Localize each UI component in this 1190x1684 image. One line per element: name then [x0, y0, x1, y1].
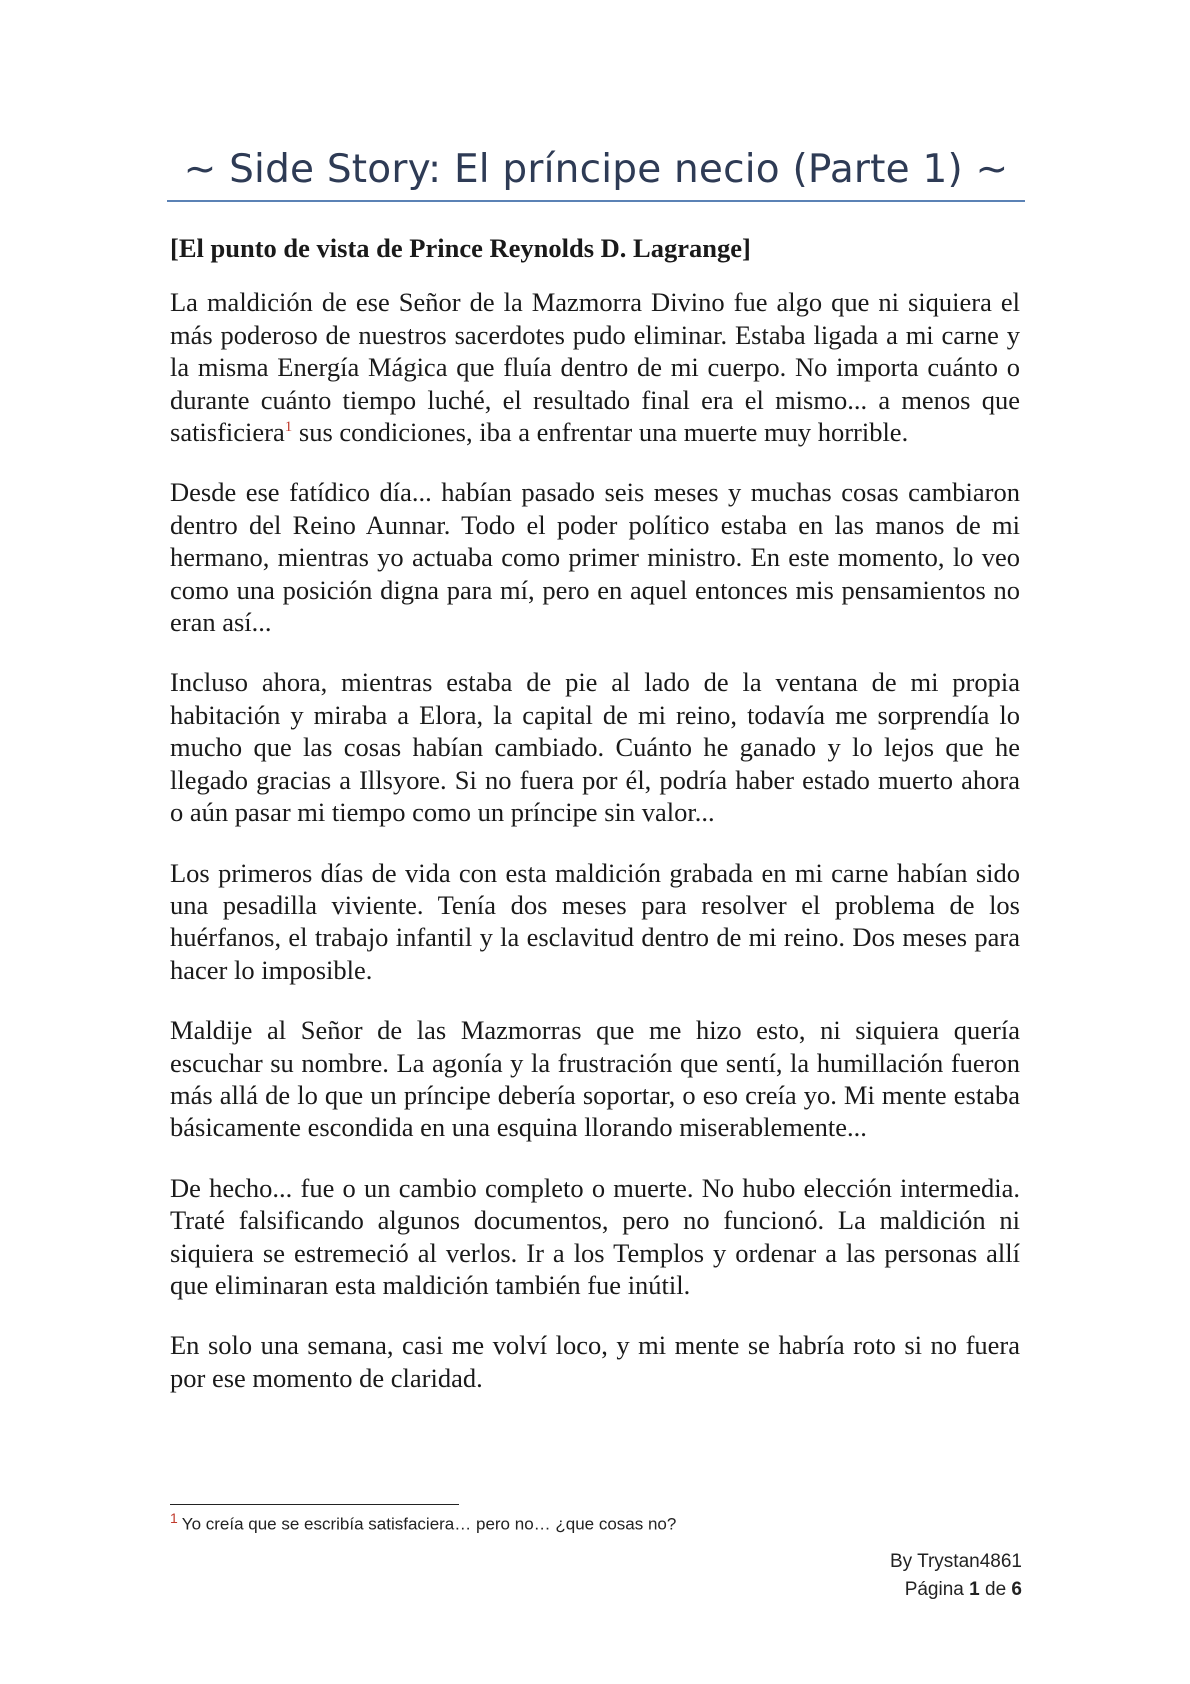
document-title: ~ Side Story: El príncipe necio (Parte 1) ~ [183, 147, 1009, 192]
footnote-text: Yo creía que se escribía satisfaciera… pero no… ¿que cosas no? [181, 1514, 677, 1534]
footnote [170, 1510, 1020, 1535]
footnote-number: 1 [170, 1510, 178, 1526]
footnote-separator [170, 1504, 459, 1505]
document-body [170, 232, 1020, 1422]
page-separator: de [985, 1579, 1007, 1600]
footnote-reference[interactable]: 1 [284, 419, 293, 436]
page-current: 1 [969, 1579, 980, 1600]
paragraph: Los primeros días de vida con esta maldición grabada en mi carne habían sido una pesadilla viviente. Tenía dos meses para resolver el problema de los huérfanos, el trabajo infantil y la esclavitud dentro de mi reino. Dos meses para hacer lo imposible. [170, 857, 1020, 985]
paragraph: Desde ese fatídico día... habían pasado seis meses y muchas cosas cambiaron dentro del Reino Aunnar. Todo el poder político estaba en las manos de mi hermano, mientras yo actuaba como primer ministro. En este momento, lo veo como una posición digna para mí, pero en aquel entonces mis pensamientos no eran así... [170, 477, 1020, 638]
paragraph: De hecho... fue o un cambio completo o muerte. No hubo elección intermedia. Traté falsificando algunos documentos, pero no funcionó. La maldición ni siquiera se estremeció al verlos. Ir a los Templos y ordenar a las personas allí que eliminaran esta maldición también fue inútil. [170, 1172, 1020, 1300]
title-underline [167, 200, 1025, 202]
author-credit: By Trystan4861 [889, 1551, 1022, 1572]
page-prefix: Página [904, 1579, 964, 1600]
paragraph: En solo una semana, casi me volví loco, y mi mente se habría roto si no fuera por ese momento de claridad. [170, 1330, 1020, 1393]
page-footer [890, 1548, 1022, 1604]
paragraph [170, 286, 1020, 448]
page-number [890, 1576, 1022, 1604]
page-total: 6 [1011, 1579, 1022, 1600]
paragraph: Maldije al Señor de las Mazmorras que me hizo esto, ni siquiera quería escuchar su nombre. La agonía y la frustración que sentí, la humillación fueron más allá de lo que un príncipe debería soportar, o eso creía yo. Mi mente estaba básicamente escondida en una esquina llorando miserablemente... [170, 1015, 1020, 1143]
paragraph-text: La maldición de ese Señor de la Mazmorra Divino fue algo que ni siquiera el más poderoso de nuestros sacerdotes pudo eliminar. Estaba ligada a mi carne y la misma Energía Mágica que fluía dentro de mi cuerpo. No importa cuánto o durante cuánto tiempo luché, el resultado final era el mismo... a menos que satisficiera [170, 287, 1020, 448]
paragraph-text: sus condiciones, iba a enfrentar una muerte muy horrible. [292, 417, 909, 448]
paragraph: Incluso ahora, mientras estaba de pie al lado de la ventana de mi propia habitación y miraba a Elora, la capital de mi reino, todavía me sorprendía lo mucho que las cosas habían cambiado. Cuánto he ganado y lo lejos que he llegado gracias a Illsyore. Si no fuera por él, podría haber estado muerto ahora o aún pasar mi tiempo como un príncipe sin valor... [170, 667, 1020, 828]
pov-heading: [El punto de vista de Prince Reynolds D. Lagrange] [170, 233, 751, 263]
